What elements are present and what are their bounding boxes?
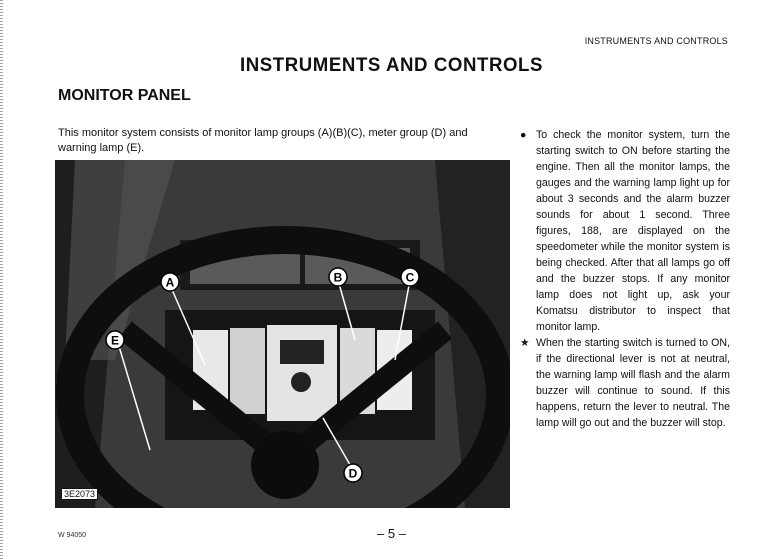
callout-b (329, 268, 347, 286)
figure-code: 3E2073 (61, 488, 98, 500)
page-title: INSTRUMENTS AND CONTROLS (239, 55, 544, 76)
callout-c (401, 268, 419, 286)
callout-e (106, 331, 124, 349)
bullet-icon: ● (520, 129, 527, 141)
callout-d (344, 464, 362, 482)
bullet-note (520, 127, 730, 335)
callout-b-label: B (333, 270, 343, 285)
callout-c-label: C (405, 270, 415, 285)
star-note (520, 335, 730, 431)
page-number: – 5 – (377, 526, 406, 541)
callout-e-label: E (110, 333, 120, 348)
star-icon: ★ (520, 337, 530, 349)
page-edge-perforation (0, 0, 3, 559)
notes-column (520, 127, 730, 431)
monitor-panel-illustration (55, 160, 510, 508)
callout-a-label: A (165, 275, 175, 290)
callout-a (161, 273, 179, 291)
star-note-text: When the starting switch is turned to ON, if the directional lever is not at neutral, the warning lamp will flash and the alarm buzzer will continue to sound. If this happens, return the lever to neutral. The lamp will go out and the buzzer will stop. (536, 337, 730, 429)
monitor-panel-photo (55, 160, 510, 508)
bullet-text: To check the monitor system, turn the starting switch to ON before starting the engine. Then all the monitor lamps, the gauges and the warning lamp light up for about 3 seconds and the alarm buzzer sounds for about 1 second. Three figures, 188, are displayed on the speedometer while the monitor system is being checked. After that all lamps go off and the buzzer stops. If any monitor lamp does not light up, ask your Komatsu distributor to inspect that monitor lamp. (536, 129, 730, 333)
section-heading: MONITOR PANEL (58, 87, 191, 104)
running-header: INSTRUMENTS AND CONTROLS (584, 36, 728, 46)
callout-d-label: D (348, 466, 358, 481)
document-code: W 94050 (58, 532, 87, 539)
intro-paragraph: This monitor system consists of monitor lamp groups (A)(B)(C), meter group (D) and warning lamp (E). (58, 127, 468, 154)
